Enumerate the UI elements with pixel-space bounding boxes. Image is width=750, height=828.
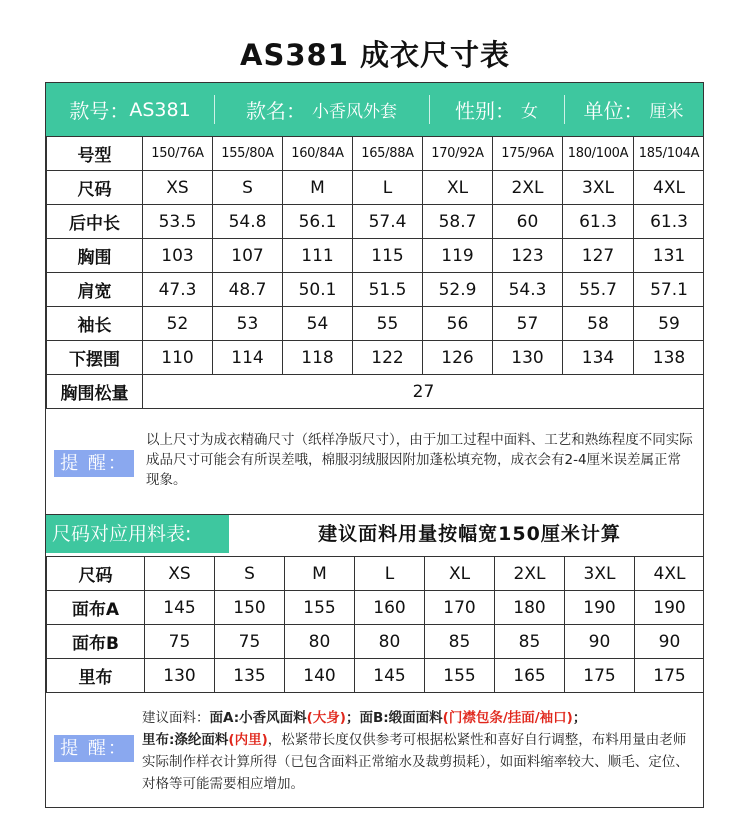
note-lining: 里布:涤纶面料 xyxy=(142,732,229,748)
row-label: 尺码 xyxy=(47,557,145,591)
table-cell: 145 xyxy=(145,591,215,625)
table-cell: 3XL xyxy=(565,557,635,591)
table-cell: 134 xyxy=(563,341,634,375)
table-cell: XL xyxy=(425,557,495,591)
table-cell: 150/76A xyxy=(143,137,213,171)
table-row xyxy=(47,137,705,171)
gender-value: 女 xyxy=(521,102,538,122)
table-row xyxy=(47,307,705,341)
unit-value: 厘米 xyxy=(649,102,684,122)
table-cell: 80 xyxy=(355,625,425,659)
table-cell: 51.5 xyxy=(353,273,423,307)
gender-label: 性别： xyxy=(455,99,515,123)
size-table xyxy=(46,136,704,409)
table-cell: 58.7 xyxy=(423,205,493,239)
ease-row xyxy=(47,375,705,409)
table-cell: 190 xyxy=(565,591,635,625)
table-row xyxy=(47,557,705,591)
table-cell: 140 xyxy=(285,659,355,693)
reminder-badge: 提 醒： xyxy=(54,450,134,477)
table-cell: 50.1 xyxy=(283,273,353,307)
table-cell: 123 xyxy=(493,239,563,273)
row-label: 尺码 xyxy=(47,171,143,205)
note-details: ，松紧带长度仅供参考可根据松紧性和喜好自行调整，布料用量由老师实际制作样衣计算所得（已包含面料正常缩水及裁剪损耗），如面料缩率较大、顺毛、定位、对格等可能需要相应增加。 xyxy=(142,732,689,792)
table-cell: 55.7 xyxy=(563,273,634,307)
table-cell: 54 xyxy=(283,307,353,341)
table-row xyxy=(47,239,705,273)
fabric-table-tag: 尺码对应用料表: xyxy=(46,515,229,553)
table-cell: 126 xyxy=(423,341,493,375)
gender xyxy=(429,83,564,136)
table-cell: 52.9 xyxy=(423,273,493,307)
note-fabric-a-use: (大身) xyxy=(306,710,346,726)
fit-reminder xyxy=(46,410,703,515)
table-cell: 130 xyxy=(145,659,215,693)
table-cell: XL xyxy=(423,171,493,205)
table-cell: 75 xyxy=(215,625,285,659)
note-fabric-b: ；面B:缎面面料 xyxy=(345,710,443,726)
table-cell: 130 xyxy=(493,341,563,375)
table-cell: 155 xyxy=(285,591,355,625)
table-cell: XS xyxy=(145,557,215,591)
table-cell: M xyxy=(285,557,355,591)
table-cell: 111 xyxy=(283,239,353,273)
table-cell: 58 xyxy=(563,307,634,341)
table-cell: S xyxy=(215,557,285,591)
table-cell: L xyxy=(355,557,425,591)
table-cell: 57 xyxy=(493,307,563,341)
row-label: 面布B xyxy=(47,625,145,659)
table-cell: 107 xyxy=(213,239,283,273)
table-cell: 160/84A xyxy=(283,137,353,171)
table-cell: 90 xyxy=(635,625,705,659)
table-cell: 59 xyxy=(634,307,705,341)
table-row xyxy=(47,659,705,693)
table-cell: 175/96A xyxy=(493,137,563,171)
table-cell: 103 xyxy=(143,239,213,273)
page-title: AS381 成衣尺寸表 xyxy=(240,38,510,72)
table-cell: 180 xyxy=(495,591,565,625)
style-number xyxy=(46,83,214,136)
table-cell: XS xyxy=(143,171,213,205)
note-separator: ； xyxy=(572,710,587,726)
unit-label: 单位： xyxy=(583,99,644,123)
ease-label: 胸围松量 xyxy=(47,375,143,409)
table-cell: 61.3 xyxy=(634,205,705,239)
style-name-label: 款名： xyxy=(246,99,306,123)
table-cell: 4XL xyxy=(634,171,705,205)
table-cell: 3XL xyxy=(563,171,634,205)
table-cell: 138 xyxy=(634,341,705,375)
style-name xyxy=(214,83,429,136)
row-label: 下摆围 xyxy=(47,341,143,375)
table-cell: 54.3 xyxy=(493,273,563,307)
table-row xyxy=(47,591,705,625)
table-cell: 53.5 xyxy=(143,205,213,239)
table-cell: 53 xyxy=(213,307,283,341)
table-cell: 56 xyxy=(423,307,493,341)
table-cell: 47.3 xyxy=(143,273,213,307)
note-fabric-a: 面A:小香风面料 xyxy=(209,710,307,726)
table-cell: 56.1 xyxy=(283,205,353,239)
row-label: 面布A xyxy=(47,591,145,625)
table-row xyxy=(47,625,705,659)
table-cell: 2XL xyxy=(493,171,563,205)
table-cell: 54.8 xyxy=(213,205,283,239)
note-segment: 建议面料： xyxy=(142,710,210,726)
table-cell: 170 xyxy=(425,591,495,625)
table-cell: 57.1 xyxy=(634,273,705,307)
table-cell: 135 xyxy=(215,659,285,693)
table-cell: 165/88A xyxy=(353,137,423,171)
table-cell: 145 xyxy=(355,659,425,693)
table-cell: L xyxy=(353,171,423,205)
table-cell: 160 xyxy=(355,591,425,625)
row-label: 里布 xyxy=(47,659,145,693)
note-lining-use: (内里) xyxy=(228,732,268,748)
table-cell: 127 xyxy=(563,239,634,273)
table-cell: 85 xyxy=(495,625,565,659)
row-label: 后中长 xyxy=(47,205,143,239)
unit xyxy=(564,83,703,136)
table-cell: 170/92A xyxy=(423,137,493,171)
style-name-value: 小香风外套 xyxy=(312,102,397,122)
table-cell: 85 xyxy=(425,625,495,659)
table-cell: 110 xyxy=(143,341,213,375)
table-cell: 118 xyxy=(283,341,353,375)
reminder-text: 以上尺寸为成衣精确尺寸（纸样净版尺寸），由于加工过程中面料、工艺和熟练程度不同实际成品尺寸可能会有所误差哦，棉服羽绒服因附加蓬松填充物，成衣会有2-4厘米误差属正常现象。 xyxy=(146,432,693,488)
row-label: 胸围 xyxy=(47,239,143,273)
table-cell: 75 xyxy=(145,625,215,659)
table-cell: 2XL xyxy=(495,557,565,591)
note-fabric-b-use: (门襟包条/挂面/袖口) xyxy=(442,710,573,726)
row-label: 袖长 xyxy=(47,307,143,341)
fabric-table xyxy=(46,556,704,693)
table-row xyxy=(47,205,705,239)
style-number-label: 款号： xyxy=(69,99,130,123)
table-cell: 155/80A xyxy=(213,137,283,171)
table-row xyxy=(47,171,705,205)
row-label: 肩宽 xyxy=(47,273,143,307)
table-cell: 115 xyxy=(353,239,423,273)
table-cell: 119 xyxy=(423,239,493,273)
table-cell: S xyxy=(213,171,283,205)
table-cell: 175 xyxy=(565,659,635,693)
table-cell: 185/104A xyxy=(634,137,705,171)
fabric-reminder-badge: 提 醒： xyxy=(54,735,134,762)
fabric-reminder-text xyxy=(142,707,697,795)
table-cell: 57.4 xyxy=(353,205,423,239)
table-cell: 175 xyxy=(635,659,705,693)
fabric-headline: 建议面料用量按幅宽150厘米计算 xyxy=(318,523,621,545)
size-chart-frame xyxy=(45,82,704,808)
table-cell: 80 xyxy=(285,625,355,659)
table-cell: 190 xyxy=(635,591,705,625)
table-cell: 180/100A xyxy=(563,137,634,171)
table-cell: 165 xyxy=(495,659,565,693)
row-label: 号型 xyxy=(47,137,143,171)
fabric-header xyxy=(46,515,703,555)
table-cell: 61.3 xyxy=(563,205,634,239)
table-cell: 48.7 xyxy=(213,273,283,307)
table-cell: 122 xyxy=(353,341,423,375)
table-cell: 131 xyxy=(634,239,705,273)
table-cell: 60 xyxy=(493,205,563,239)
table-cell: M xyxy=(283,171,353,205)
table-cell: 52 xyxy=(143,307,213,341)
style-number-value: AS381 xyxy=(129,98,191,121)
table-row xyxy=(47,341,705,375)
table-cell: 155 xyxy=(425,659,495,693)
table-cell: 90 xyxy=(565,625,635,659)
table-row xyxy=(47,273,705,307)
fabric-reminder xyxy=(46,693,703,808)
table-cell: 114 xyxy=(213,341,283,375)
ease-value: 27 xyxy=(143,375,705,409)
table-cell: 4XL xyxy=(635,557,705,591)
table-cell: 150 xyxy=(215,591,285,625)
table-cell: 55 xyxy=(353,307,423,341)
info-bar xyxy=(46,83,703,136)
